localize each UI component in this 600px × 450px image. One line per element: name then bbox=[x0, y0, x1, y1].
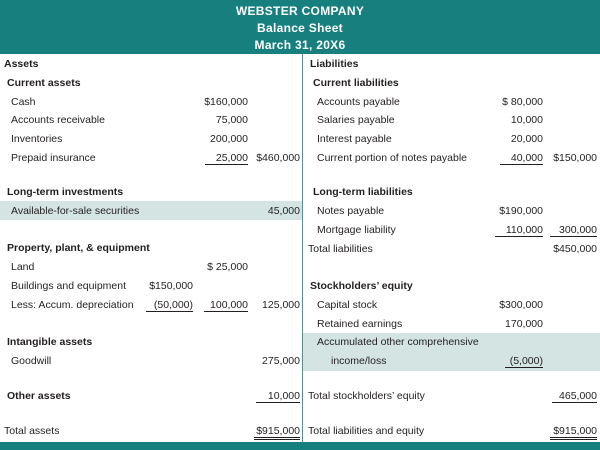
other-assets-value: 10,000 bbox=[256, 390, 300, 403]
inventories-value: 200,000 bbox=[210, 133, 248, 145]
lt-liabilities-heading: Long-term liabilities bbox=[313, 186, 413, 198]
intangible-heading: Intangible assets bbox=[7, 336, 93, 348]
capital-stock-value: $300,000 bbox=[499, 299, 543, 311]
capital-stock-label: Capital stock bbox=[317, 299, 378, 311]
lt-liabilities-total: 300,000 bbox=[550, 224, 597, 237]
inventories-label: Inventories bbox=[11, 133, 63, 145]
ar-value: 75,000 bbox=[215, 114, 248, 126]
liabilities-heading: Liabilities bbox=[310, 58, 359, 70]
cash-value: $160,000 bbox=[204, 96, 248, 108]
total-liabilities-label: Total liabilities bbox=[308, 243, 373, 255]
equity-heading: Stockholders’ equity bbox=[310, 280, 413, 292]
lt-investments-heading: Long-term investments bbox=[7, 186, 124, 198]
total-le-label: Total liabilities and equity bbox=[308, 425, 425, 437]
total-equity-value: 465,000 bbox=[552, 390, 597, 403]
ap-label: Accounts payable bbox=[317, 96, 400, 108]
current-assets-heading: Current assets bbox=[7, 77, 81, 89]
other-assets-label: Other assets bbox=[7, 390, 71, 402]
cash-label: Cash bbox=[11, 96, 36, 108]
prepaid-label: Prepaid insurance bbox=[11, 152, 96, 164]
prepaid-value: 25,000 bbox=[205, 152, 248, 165]
salaries-label: Salaries payable bbox=[317, 114, 395, 126]
statement-title: Balance Sheet bbox=[257, 21, 343, 35]
ppe-heading: Property, plant, & equipment bbox=[7, 242, 150, 254]
salaries-value: 10,000 bbox=[510, 114, 543, 126]
ar-label: Accounts receivable bbox=[11, 114, 105, 126]
retained-earnings-label: Retained earnings bbox=[317, 318, 403, 330]
total-le-value: $915,000 bbox=[550, 425, 597, 440]
aoci-value: (5,000) bbox=[505, 355, 543, 368]
accum-dep-value: (50,000) bbox=[146, 299, 193, 312]
net-buildings-value: 100,000 bbox=[204, 299, 248, 312]
notes-payable-value: $190,000 bbox=[499, 205, 543, 217]
retained-earnings-value: 170,000 bbox=[505, 318, 543, 330]
land-label: Land bbox=[11, 261, 35, 273]
goodwill-label: Goodwill bbox=[11, 355, 52, 367]
interest-label: Interest payable bbox=[317, 133, 392, 145]
goodwill-value: 275,000 bbox=[262, 355, 300, 367]
statement-date: March 31, 20X6 bbox=[254, 38, 346, 52]
aoci-label-line2: income/loss bbox=[331, 355, 387, 367]
sheet-footer-bar bbox=[0, 442, 600, 450]
ppe-total: 125,000 bbox=[262, 299, 300, 311]
sheet-header bbox=[0, 0, 600, 54]
total-assets-value: $915,000 bbox=[254, 425, 300, 440]
column-divider bbox=[302, 54, 303, 442]
buildings-label: Buildings and equipment bbox=[11, 280, 126, 292]
notes-payable-label: Notes payable bbox=[317, 205, 385, 217]
company-name: WEBSTER COMPANY bbox=[235, 4, 365, 18]
buildings-value: $150,000 bbox=[149, 280, 193, 292]
current-liabilities-heading: Current liabilities bbox=[313, 77, 399, 89]
assets-heading: Assets bbox=[4, 58, 39, 70]
mortgage-value: 110,000 bbox=[495, 224, 543, 237]
land-value: $ 25,000 bbox=[207, 261, 248, 273]
afs-label: Available-for-sale securities bbox=[11, 205, 140, 217]
accum-dep-label: Less: Accum. depreciation bbox=[11, 299, 134, 311]
current-liabilities-total: $150,000 bbox=[553, 152, 597, 164]
current-assets-total: $460,000 bbox=[256, 152, 300, 164]
total-assets-label: Total assets bbox=[4, 425, 60, 437]
total-equity-label: Total stockholders’ equity bbox=[308, 390, 425, 402]
cpn-label: Current portion of notes payable bbox=[317, 152, 468, 164]
total-liabilities-value: $450,000 bbox=[553, 243, 597, 255]
aoci-label-line1: Accumulated other comprehensive bbox=[317, 336, 479, 348]
interest-value: 20,000 bbox=[510, 133, 543, 145]
afs-value: 45,000 bbox=[267, 205, 300, 217]
cpn-value: 40,000 bbox=[500, 152, 543, 165]
mortgage-label: Mortgage liability bbox=[317, 224, 396, 236]
ap-value: $ 80,000 bbox=[502, 96, 543, 108]
